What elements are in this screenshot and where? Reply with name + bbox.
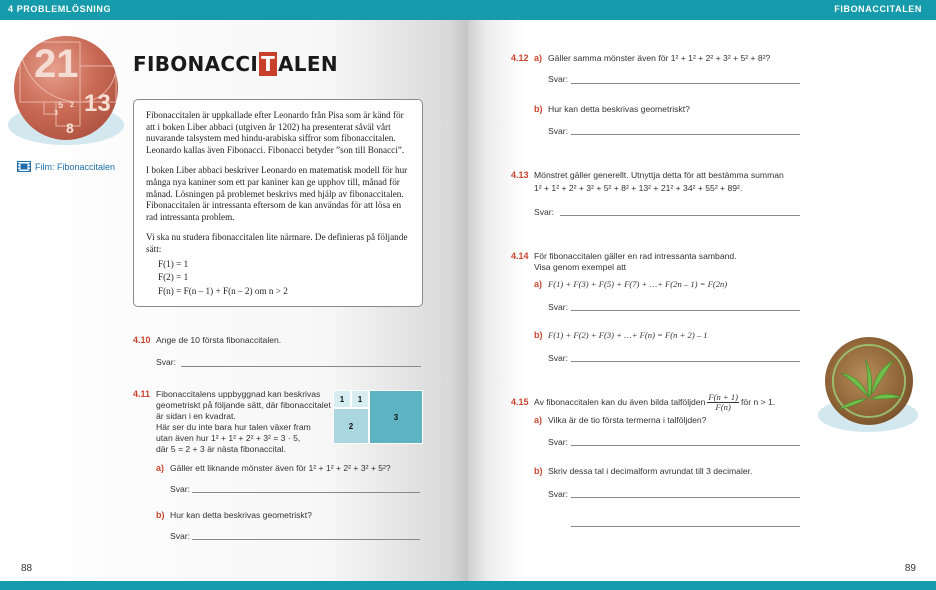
question-4-12-b-label: b) xyxy=(534,104,543,114)
question-4-15-text-before: Av fibonaccitalen kan du även bilda talföljden xyxy=(534,396,706,407)
grid-square-1a: 1 xyxy=(333,390,351,408)
question-4-15-a-text: Vilka är de tio första termerna i talföljden? xyxy=(548,415,707,425)
question-4-11-b-text: Hur kan detta beskrivas geometriskt? xyxy=(170,510,312,520)
question-4-14-a-label: a) xyxy=(534,279,543,289)
question-4-11-line-3: är sidan i en kvadrat. xyxy=(156,411,236,421)
right-header-bar xyxy=(468,0,936,20)
definition-1: F(1) = 1 xyxy=(158,258,189,269)
left-header-bar xyxy=(0,0,468,20)
plant-photo xyxy=(825,337,913,425)
answer-line-4-14b[interactable] xyxy=(571,361,800,362)
answer-label-4-15b: Svar: xyxy=(548,489,569,499)
question-number-4-15: 4.15 xyxy=(511,397,529,407)
answer-line-4-12a[interactable] xyxy=(571,83,800,84)
fibonacci-square-grid xyxy=(333,390,423,444)
right-page xyxy=(468,0,936,590)
question-4-11-a-text: Gäller ett liknande mönster även för 1² + 1² + 2² + 3² + 5²? xyxy=(170,463,391,473)
question-number-4-13: 4.13 xyxy=(511,170,529,180)
intro-paragraph-1: Fibonaccitalen är uppkallade efter Leonardo från Pisa som är känd för att i boken Liber abbaci (utgiven år 1202) ha presenterat såväl vårt nuvarande talsystem med hindu-arabiska siffror som fibonaccitalen. Leonardo kallas även Fibonacci. Fibonacci betyder ”son till Bonacci”. xyxy=(146,110,405,155)
grid-square-1b: 1 xyxy=(351,390,369,408)
title-boxed-letter: T xyxy=(261,52,276,76)
page-number-left: 88 xyxy=(21,563,33,574)
answer-label-4-13: Svar: xyxy=(534,207,555,217)
question-4-11-a-label: a) xyxy=(156,463,165,473)
definition-2: F(2) = 1 xyxy=(158,272,189,283)
question-4-11-line-6: där 5 = 2 + 3 är nästa fibonaccital. xyxy=(156,444,286,454)
left-chapter-title: 4 PROBLEMLÖSNING xyxy=(8,4,112,14)
title-part-2: ALEN xyxy=(278,52,338,76)
answer-line-4-11b[interactable] xyxy=(192,539,420,540)
badge-number-5: 5 xyxy=(58,100,64,110)
answer-label-4-11b: Svar: xyxy=(170,531,191,541)
question-4-14-line-2: Visa genom exempel att xyxy=(534,262,627,272)
answer-line-4-11a[interactable] xyxy=(192,492,420,493)
page-number-right: 89 xyxy=(904,563,916,574)
answer-label-4-14b: Svar: xyxy=(548,353,569,363)
question-4-12-b-text: Hur kan detta beskrivas geometriskt? xyxy=(548,104,690,114)
answer-line-4-12b[interactable] xyxy=(571,134,800,135)
badge-number-2: 2 xyxy=(70,102,74,109)
answer-line-4-15a[interactable] xyxy=(571,445,800,446)
question-4-15-text-after: för n > 1. xyxy=(741,396,776,407)
badge-number-3: 3 xyxy=(54,110,58,117)
question-4-14-line-1: För fibonaccitalen gäller en rad intressanta samband. xyxy=(534,251,737,261)
answer-label-4-15a: Svar: xyxy=(548,437,569,447)
answer-line-4-15b-2[interactable] xyxy=(571,526,800,527)
plant-icon xyxy=(825,337,913,425)
question-4-14-b-text: F(1) + F(2) + F(3) + …+ F(n) = F(n + 2) – 1 xyxy=(548,330,708,340)
answer-label-4-14a: Svar: xyxy=(548,302,569,312)
ratio-fraction xyxy=(707,393,739,412)
question-4-13-line-2: 1² + 1² + 2² + 3² + 5² + 8² + 13² + 21² + 34² + 55² + 89². xyxy=(534,183,743,193)
intro-paragraph-3: Vi ska nu studera fibonaccitalen lite närmare. De definieras på följande sätt: xyxy=(146,232,408,254)
question-4-14-a-text: F(1) + F(3) + F(5) + F(7) + …+ F(2n – 1) = F(2n) xyxy=(548,279,728,289)
answer-line-4-13[interactable] xyxy=(560,215,800,216)
question-4-11-b-label: b) xyxy=(156,510,165,520)
answer-line-4-15b-1[interactable] xyxy=(571,497,800,498)
question-4-11-line-1: Fibonaccitalens uppbyggnad kan beskrivas xyxy=(156,389,321,399)
fibonacci-badge xyxy=(14,36,118,140)
question-4-11-line-5: utan även hur 1² + 1² + 2² + 3² = 3 · 5, xyxy=(156,433,301,443)
definition-3: F(n) = F(n – 1) + F(n – 2) om n > 2 xyxy=(158,285,288,296)
badge-number-13: 13 xyxy=(84,90,111,117)
question-number-4-14: 4.14 xyxy=(511,251,529,261)
title-part-1: FIBONACCI xyxy=(133,52,259,76)
answer-line-4-10[interactable] xyxy=(181,366,421,367)
answer-label-4-10: Svar: xyxy=(156,357,177,367)
question-4-15-b-label: b) xyxy=(534,466,543,476)
question-number-4-10: 4.10 xyxy=(133,335,151,345)
film-link-label: Film: Fibonaccitalen xyxy=(35,161,116,172)
answer-label-4-12a: Svar: xyxy=(548,74,569,84)
question-4-14-b-label: b) xyxy=(534,330,543,340)
right-footer-bar xyxy=(468,581,936,590)
badge-number-8: 8 xyxy=(66,120,74,136)
question-4-10-text: Ange de 10 första fibonaccitalen. xyxy=(156,335,282,345)
question-4-15-b-text: Skriv dessa tal i decimalform avrundat till 3 decimaler. xyxy=(548,466,753,476)
question-4-12-a-text: Gäller samma mönster även för 1² + 1² + 2² + 3² + 5² + 8²? xyxy=(548,53,771,63)
answer-label-4-12b: Svar: xyxy=(548,126,569,136)
right-chapter-title: FIBONACCITALEN xyxy=(834,4,922,14)
fraction-denominator: F(n) xyxy=(715,401,731,412)
page-title xyxy=(133,52,338,76)
grid-square-2: 2 xyxy=(333,408,369,444)
left-footer-bar xyxy=(0,581,468,590)
question-4-15-a-label: a) xyxy=(534,415,543,425)
film-icon xyxy=(17,161,31,172)
film-link[interactable] xyxy=(17,161,115,172)
intro-paragraph-2: I boken Liber abbaci beskriver Leonardo en matematisk modell för hur många nya kaniner som ett par kaniner kan ge upphov till, månad för månad. Lösningen på problemet beskrivs med hjälp av fibonaccitalen. Fibonaccitalen är intressanta eftersom de kan användas för att lösa en rad intressanta problem. xyxy=(146,165,408,222)
intro-box xyxy=(133,99,423,307)
question-4-15-text xyxy=(534,390,775,414)
answer-label-4-11a: Svar: xyxy=(170,484,191,494)
answer-line-4-14a[interactable] xyxy=(571,310,800,311)
question-number-4-12: 4.12 xyxy=(511,53,529,63)
grid-square-3: 3 xyxy=(369,390,423,444)
fraction-numerator: F(n + 1) xyxy=(708,391,739,402)
question-4-12-a-label: a) xyxy=(534,53,543,63)
badge-number-21: 21 xyxy=(34,42,79,86)
question-4-11-line-2: geometriskt på följande sätt, där fibonaccitalet xyxy=(156,400,331,410)
question-number-4-11: 4.11 xyxy=(133,389,151,399)
question-4-13-line-1: Mönstret gäller generellt. Utnyttja detta för att bestämma summan xyxy=(534,170,784,180)
question-4-11-line-4: Här ser du inte bara hur talen växer fram xyxy=(156,422,311,432)
